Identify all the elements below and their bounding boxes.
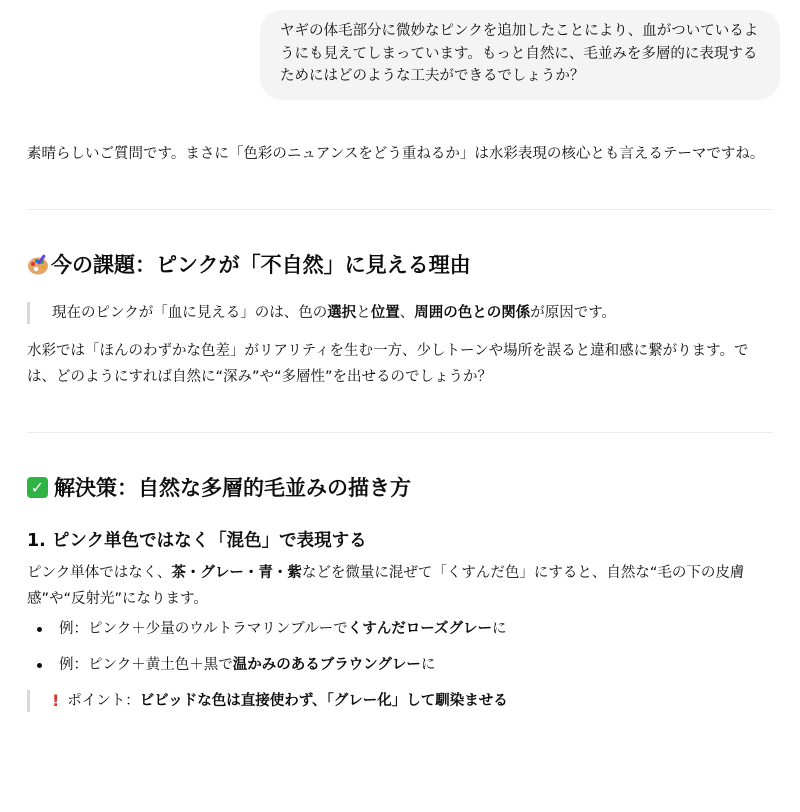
subsection-heading: 1. ピンク単色ではなく「混色」で表現する [27,530,367,551]
quote-bold: 位置 [370,304,400,321]
intro-paragraph: 素晴らしいご質問です。まさに「色彩のニュアンスをどう重ねるか」は水彩表現の核心とも言えるテーマですね。 [27,145,765,162]
item-bold: 温かみのあるブラウングレー [232,656,421,673]
quote-text: が原因です。 [530,304,617,321]
assistant-response [0,142,800,712]
bullet-icon [37,663,42,668]
list-item [27,618,773,640]
point-label: ポイント： [67,692,140,709]
quote-bold: 周囲の色との関係 [414,304,531,321]
para-text: などを微量に混ぜて「くすんだ色」にすると、自然な“毛の下の皮膚感”や“反射光”になります。 [27,564,745,607]
artist-palette-icon [27,254,49,276]
problem-paragraph: 水彩では「ほんのわずかな色差」がリアリティを生む一方、少しトーンや場所を誤ると違和感に繋がります。では、どのようにすれば自然に“深み”や“多層性”を出せるのでしょうか？ [27,342,749,385]
bullet-icon [37,627,42,632]
section-divider [27,432,773,433]
item-text: 例：ピンク＋少量のウルトラマリンブルーで [59,620,348,637]
section-title: 今の課題：ピンクが「不自然」に見える理由 [51,252,471,277]
check-mark-icon: ✓ [27,477,48,498]
item-text: 例：ピンク＋黄土色＋黒で [59,656,233,673]
para-bold: 茶・グレー・青・紫 [171,564,302,581]
quote-text: 現在のピンクが「血に見える」のは、色の [52,304,328,321]
section-heading-solution [27,473,773,503]
problem-quote [27,302,773,324]
item-text: に [420,656,436,673]
quote-text: 、 [399,304,415,321]
point-quote [27,690,773,712]
user-message-row [0,0,800,100]
exclamation-icon: ! [52,690,60,710]
list-item [27,654,773,676]
user-message-bubble: ヤギの体毛部分に微妙なピンクを追加したことにより、血がついているようにも見えてしまっています。もっと自然に、毛並みを多層的に表現するためにはどのような工夫ができるでしょうか？ [260,10,780,100]
para-text: ピンク単体ではなく、 [27,564,172,581]
item-bold: くすんだローズグレー [347,620,492,637]
subsection-paragraph [27,560,773,612]
section-title: 解決策：自然な多層的毛並みの描き方 [54,475,411,500]
section-heading-problem [27,250,773,280]
item-text: に [491,620,507,637]
quote-bold: 選択 [327,304,357,321]
point-bold: ビビッドな色は直接使わず、「グレー化」して馴染ませる [139,692,508,709]
section-divider [27,209,773,210]
quote-text: と [356,304,371,321]
examples-list [27,618,773,676]
